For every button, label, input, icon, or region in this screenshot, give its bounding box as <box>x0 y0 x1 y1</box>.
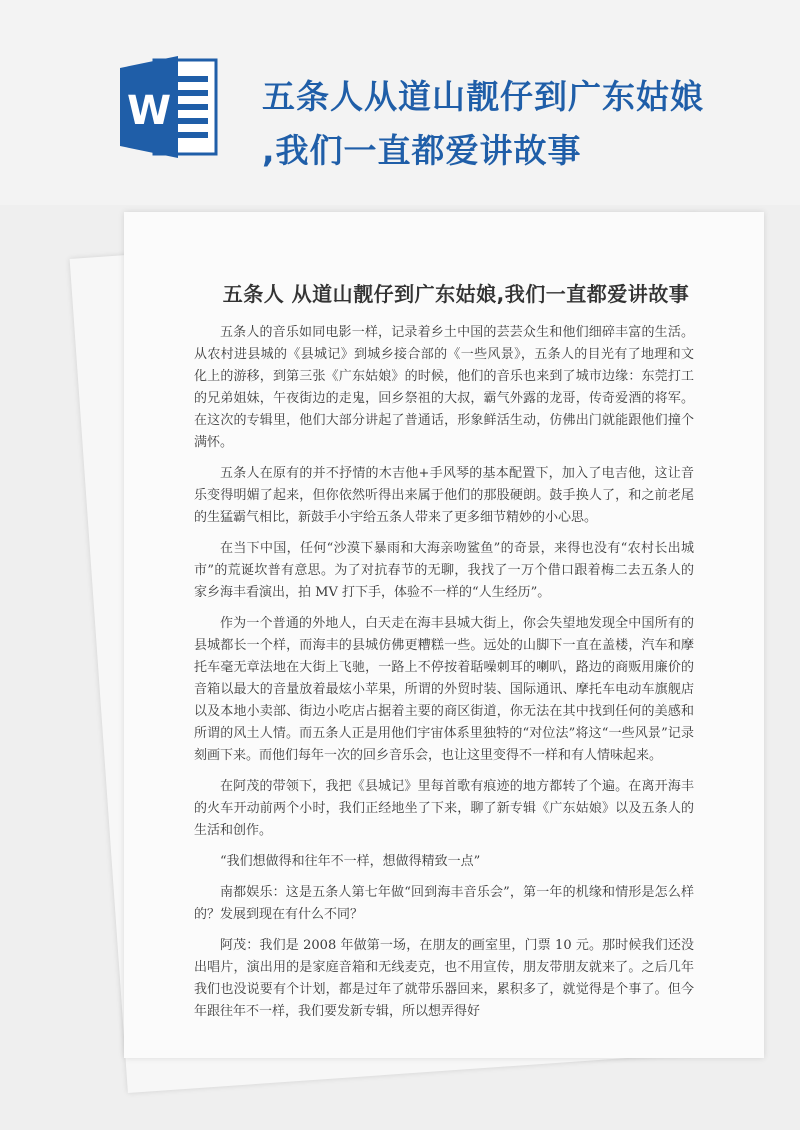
paragraph: 南都娱乐：这是五条人第七年做“回到海丰音乐会”，第一年的机缘和情形是怎么样的？发展到现在有什么不同？ <box>194 885 694 922</box>
document-title: 五条人 从道山靓仔到广东姑娘,我们一直都爱讲故事 <box>222 282 690 306</box>
paragraph: 在阿茂的带领下，我把《县城记》里每首歌有痕迹的地方都转了个遍。在离开海丰的火车开动前两个小时，我们正经地坐了下来，聊了新专辑《广东姑娘》以及五条人的生活和创作。 <box>194 779 694 838</box>
page-title <box>262 70 782 178</box>
paragraph: 五条人的音乐如同电影一样，记录着乡土中国的芸芸众生和他们细碎丰富的生活。从农村进县城的《县城记》到城乡接合部的《一些风景》，五条人的目光有了地理和文化上的游移，到第三张《广东姑娘》的时候，他们的音乐也来到了城市边缘：东莞打工的兄弟姐妹，午夜街边的走鬼，回乡祭祖的大叔，霸气外露的龙哥，传奇爱酒的将军。在这次的专辑里，他们大部分讲起了普通话，形象鲜活生动，仿佛出门就能跟他们撞个满怀。 <box>194 325 694 450</box>
header-banner <box>0 0 800 205</box>
document-page <box>124 212 764 1058</box>
paragraph: 阿茂：我们是 2008 年做第一场，在朋友的画室里，门票 10 元。那时候我们还没出唱片，演出用的是家庭音箱和无线麦克，也不用宣传，朋友带朋友就来了。之后几年我们也没说要有个计划，都是过年了就带乐器回来，累积多了，就觉得是个事了。但今年跟往年不一样，我们要发新专辑，所以想弄得好 <box>194 938 694 1019</box>
document-body <box>194 322 694 1032</box>
word-icon-letter: W <box>126 88 172 134</box>
paragraph: “我们想做得和往年不一样，想做得精致一点” <box>220 854 481 869</box>
paragraph: 在当下中国，任何“沙漠下暴雨和大海亲吻鲨鱼”的奇景，来得也没有“农村长出城市”的荒诞坎普有意思。为了对抗春节的无聊，我找了一万个借口跟着梅二去五条人的家乡海丰看演出，拍 MV 打下手，体验不一样的“人生经历”。 <box>194 541 694 600</box>
paragraph: 五条人在原有的并不抒情的木吉他+手风琴的基本配置下，加入了电吉他，这让音乐变得明媚了起来，但你依然听得出来属于他们的那股硬朗。鼓手换人了，和之前老尾的生猛霸气相比，新鼓手小宇给五条人带来了更多细节精妙的小心思。 <box>194 466 694 525</box>
page-title-line-1: 五条人从道山靓仔到广东姑娘 <box>262 77 704 116</box>
word-document-icon <box>120 52 220 162</box>
page-title-line-2: ,我们一直都爱讲故事 <box>262 131 582 170</box>
paragraph: 作为一个普通的外地人，白天走在海丰县城大街上，你会失望地发现全中国所有的县城都长一个样，而海丰的县城仿佛更糟糕一些。远处的山脚下一直在盖楼，汽车和摩托车毫无章法地在大街上飞驰，一路上不停按着聒噪刺耳的喇叭，路边的商贩用廉价的音箱以最大的音量放着最炫小苹果，所谓的外贸时装、国际通讯、摩托车电动车旗舰店以及本地小卖部、街边小吃店占据着主要的商区街道，你无法在其中找到任何的美感和所谓的风土人情。而五条人正是用他们宇宙体系里独特的“对位法”将这“一些风景”记录刻画下来。而他们每年一次的回乡音乐会，也让这里变得不一样和有人情味起来。 <box>194 616 694 763</box>
